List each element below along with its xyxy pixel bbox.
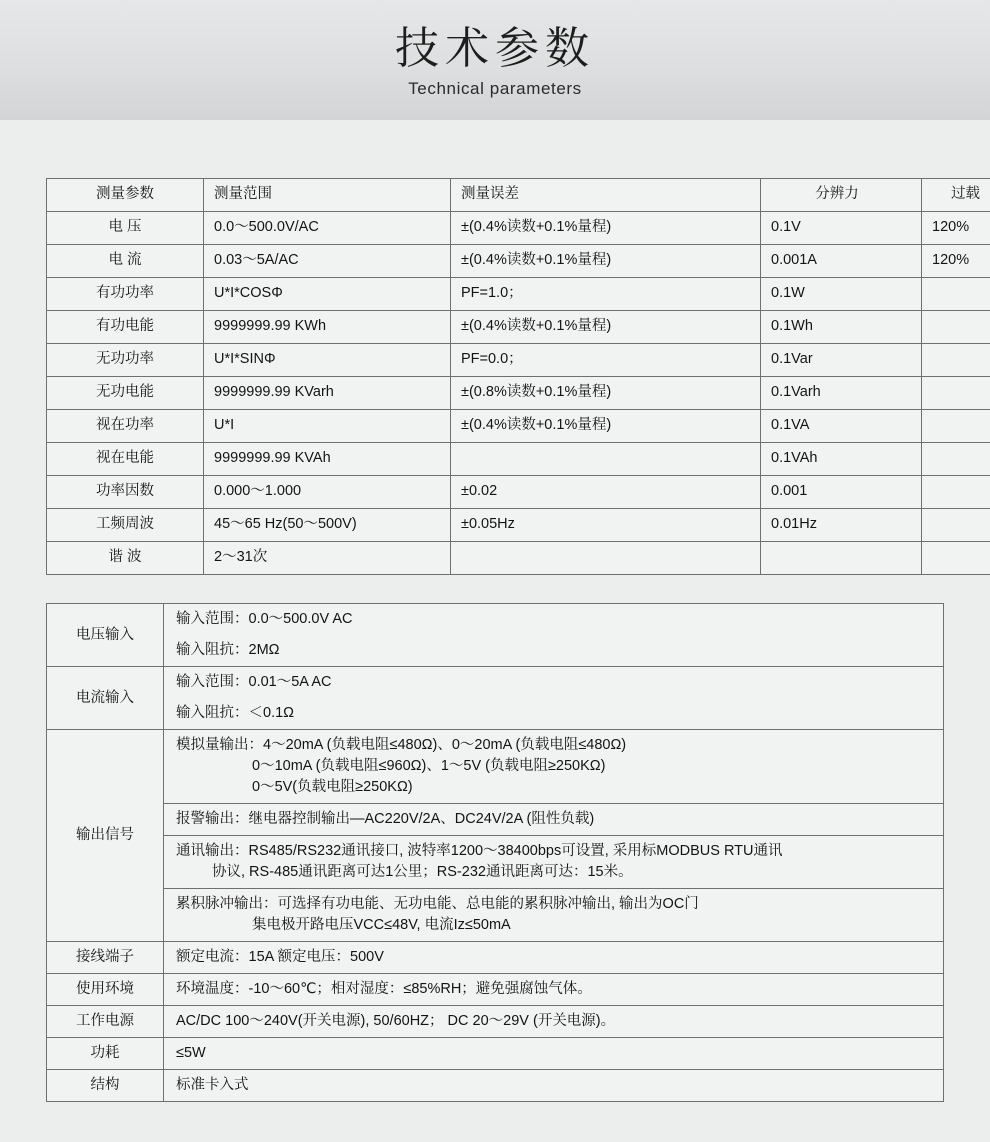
cell-consumption: ≤5W <box>164 1038 944 1070</box>
cell-current-input-impedance: 输入阻抗：＜0.1Ω <box>164 698 944 730</box>
output-comm-line1: 通讯输出：RS485/RS232通讯接口, 波特率1200～38400bps可设置, 采用标MODBUS RTU通讯 <box>176 841 935 862</box>
row-label-terminal: 接线端子 <box>47 942 164 974</box>
output-analog-line3: 0～5V(负载电阻≥250KΩ) <box>176 777 935 798</box>
cell-overload <box>922 344 990 377</box>
measurement-parameters-table <box>46 178 990 575</box>
cell-range: 9999999.99 KVarh <box>204 377 451 410</box>
cell-voltage-input-impedance: 输入阻抗：2MΩ <box>164 635 944 667</box>
cell-error: PF=1.0； <box>451 278 761 311</box>
page-content <box>0 120 990 1142</box>
output-comm-line2: 协议, RS-485通讯距离可达1公里；RS-232通讯距离可达：15米。 <box>176 862 935 883</box>
table-row <box>47 476 990 509</box>
cell-res: 0.1Varh <box>761 377 922 410</box>
cell-res <box>761 542 922 575</box>
table-spacer <box>46 575 944 603</box>
table-header-row <box>47 179 990 212</box>
cell-param: 谐 波 <box>47 542 204 575</box>
cell-overload <box>922 410 990 443</box>
cell-res: 0.001A <box>761 245 922 278</box>
cell-error: ±0.02 <box>451 476 761 509</box>
cell-overload: 120% <box>922 245 990 278</box>
output-analog-line2: 0～10mA (负载电阻≤960Ω)、1～5V (负载电阻≥250KΩ) <box>176 756 935 777</box>
cell-range: U*I*COSΦ <box>204 278 451 311</box>
cell-res: 0.1Var <box>761 344 922 377</box>
cell-range: U*I <box>204 410 451 443</box>
cell-res: 0.1Wh <box>761 311 922 344</box>
cell-res: 0.1VAh <box>761 443 922 476</box>
cell-error <box>451 443 761 476</box>
cell-range: 0.03～5A/AC <box>204 245 451 278</box>
table-row-environment <box>47 974 944 1006</box>
cell-overload <box>922 509 990 542</box>
table-row <box>47 212 990 245</box>
cell-range: 2～31次 <box>204 542 451 575</box>
row-label-structure: 结构 <box>47 1070 164 1102</box>
table-row-power-supply <box>47 1006 944 1038</box>
th-res: 分辨力 <box>761 179 922 212</box>
row-label-consumption: 功耗 <box>47 1038 164 1070</box>
cell-error: ±(0.4%读数+0.1%量程) <box>451 212 761 245</box>
row-label-output-signal: 输出信号 <box>47 730 164 942</box>
cell-res: 0.1V <box>761 212 922 245</box>
cell-output-pulse <box>164 889 944 942</box>
cell-range: 9999999.99 KVAh <box>204 443 451 476</box>
cell-range: 0.0～500.0V/AC <box>204 212 451 245</box>
table-row <box>47 509 990 542</box>
th-overload: 过载 <box>922 179 990 212</box>
row-label-current-input: 电流输入 <box>47 667 164 730</box>
cell-overload <box>922 377 990 410</box>
row-label-environment: 使用环境 <box>47 974 164 1006</box>
table-row <box>47 245 990 278</box>
table-row-consumption <box>47 1038 944 1070</box>
cell-res: 0.001 <box>761 476 922 509</box>
table-row-output-alarm <box>47 804 944 836</box>
cell-output-comm <box>164 836 944 889</box>
cell-range: 9999999.99 KWh <box>204 311 451 344</box>
cell-overload <box>922 443 990 476</box>
cell-terminal: 额定电流：15A 额定电压：500V <box>164 942 944 974</box>
page-header <box>0 0 990 120</box>
cell-error: ±(0.4%读数+0.1%量程) <box>451 311 761 344</box>
cell-param: 无功功率 <box>47 344 204 377</box>
table-row-voltage-input-2 <box>47 635 944 667</box>
cell-structure: 标准卡入式 <box>164 1070 944 1102</box>
table-row <box>47 344 990 377</box>
table-row-output-pulse <box>47 889 944 942</box>
table-row <box>47 542 990 575</box>
cell-param: 工频周波 <box>47 509 204 542</box>
cell-error: ±(0.8%读数+0.1%量程) <box>451 377 761 410</box>
cell-error: ±(0.4%读数+0.1%量程) <box>451 245 761 278</box>
table-row <box>47 311 990 344</box>
cell-environment: 环境温度：-10～60℃；相对湿度：≤85%RH；避免强腐蚀气体。 <box>164 974 944 1006</box>
cell-overload <box>922 476 990 509</box>
row-label-voltage-input: 电压输入 <box>47 604 164 667</box>
th-param: 测量参数 <box>47 179 204 212</box>
table-row <box>47 410 990 443</box>
cell-param: 功率因数 <box>47 476 204 509</box>
cell-error: PF=0.0； <box>451 344 761 377</box>
cell-overload <box>922 311 990 344</box>
cell-range: 0.000～1.000 <box>204 476 451 509</box>
table-row-structure <box>47 1070 944 1102</box>
output-analog-line1: 模拟量输出：4～20mA (负载电阻≤480Ω)、0～20mA (负载电阻≤480Ω) <box>176 735 935 756</box>
cell-range: U*I*SINΦ <box>204 344 451 377</box>
output-pulse-line2: 集电极开路电压VCC≤48V, 电流Iz≤50mA <box>176 915 935 936</box>
cell-error: ±(0.4%读数+0.1%量程) <box>451 410 761 443</box>
th-range: 测量范围 <box>204 179 451 212</box>
cell-voltage-input-range: 输入范围：0.0～500.0V AC <box>164 604 944 636</box>
table-row-current-input-1 <box>47 667 944 699</box>
cell-param: 有功功率 <box>47 278 204 311</box>
th-error: 测量误差 <box>451 179 761 212</box>
table-row <box>47 443 990 476</box>
page-title-en: Technical parameters <box>408 79 582 99</box>
cell-param: 无功电能 <box>47 377 204 410</box>
cell-param: 电 流 <box>47 245 204 278</box>
cell-res: 0.1VA <box>761 410 922 443</box>
cell-overload <box>922 542 990 575</box>
row-label-power-supply: 工作电源 <box>47 1006 164 1038</box>
cell-param: 视在功率 <box>47 410 204 443</box>
cell-overload <box>922 278 990 311</box>
table-row-current-input-2 <box>47 698 944 730</box>
table-row-output-analog <box>47 730 944 804</box>
cell-param: 有功电能 <box>47 311 204 344</box>
specifications-table <box>46 603 944 1102</box>
page-title-cn: 技术参数 <box>395 21 595 73</box>
cell-error <box>451 542 761 575</box>
table-row-voltage-input-1 <box>47 604 944 636</box>
cell-current-input-range: 输入范围：0.01～5A AC <box>164 667 944 699</box>
cell-param: 电 压 <box>47 212 204 245</box>
table-row-output-comm <box>47 836 944 889</box>
table-row <box>47 377 990 410</box>
cell-output-analog <box>164 730 944 804</box>
cell-param: 视在电能 <box>47 443 204 476</box>
cell-res: 0.1W <box>761 278 922 311</box>
table-row-terminal <box>47 942 944 974</box>
output-pulse-line1: 累积脉冲输出：可选择有功电能、无功电能、总电能的累积脉冲输出, 输出为OC门 <box>176 894 935 915</box>
cell-range: 45～65 Hz(50～500V) <box>204 509 451 542</box>
cell-overload: 120% <box>922 212 990 245</box>
cell-error: ±0.05Hz <box>451 509 761 542</box>
cell-power-supply: AC/DC 100～240V(开关电源), 50/60HZ； DC 20～29V (开关电源)。 <box>164 1006 944 1038</box>
cell-res: 0.01Hz <box>761 509 922 542</box>
cell-output-alarm: 报警输出：继电器控制输出—AC220V/2A、DC24V/2A (阻性负载) <box>164 804 944 836</box>
table-row <box>47 278 990 311</box>
